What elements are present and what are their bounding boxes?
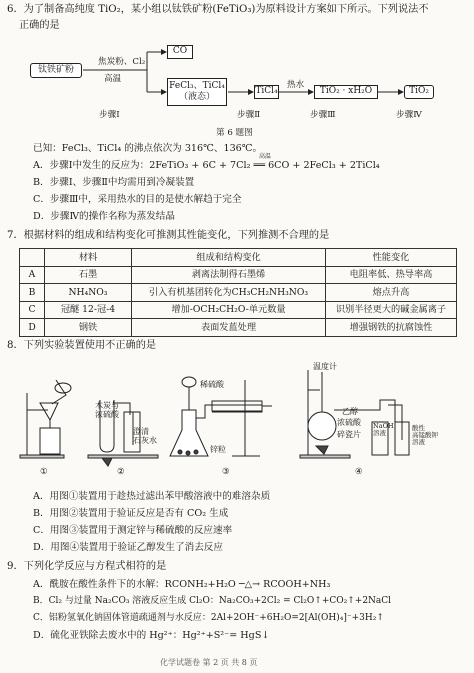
label-dil-acid: 稀硫酸	[200, 380, 224, 389]
flow-step1: 步骤Ⅰ	[99, 110, 120, 120]
q7-cell: 识别半径更大的碱金属离子	[326, 301, 457, 319]
q7-cell: 表面发蓝处理	[132, 319, 326, 337]
q7-cell: 熔点升高	[326, 284, 457, 302]
q8-option-a: A．用图①装置用于趁热过滤出苯甲酸溶液中的难溶杂质	[33, 491, 271, 502]
q6-option-c: C．步骤Ⅲ中，采用热水的目的是使水解趋于完全	[33, 194, 242, 205]
q6-option-a: A．步骤Ⅰ中发生的反应为：2FeTiO₃ + 6C + 7Cl₂ ══ 6CO + 2FeCl₃ + 2TiCl₄	[33, 160, 380, 171]
q7-cell: 钢铁	[45, 319, 132, 337]
q7-cell: 电阻率低、热导率高	[326, 266, 457, 284]
q9-option-a: A．酰胺在酸性条件下的水解：RCONH₂+H₂O ─△→ RCOOH+NH₃	[33, 579, 331, 590]
q6-option-b: B．步骤Ⅰ、步骤Ⅱ中均需用到冷凝装置	[33, 177, 195, 188]
q7-cell: 冠醚 12-冠-4	[45, 301, 132, 319]
apparatus-1-filtration	[20, 380, 71, 458]
label-zinc: 锌粒	[210, 445, 226, 454]
figure-number-1: ①	[40, 467, 48, 477]
q7-stem: 7．根据材料的组成和结构变化可推测其性能变化，下列推测不合理的是	[7, 230, 330, 241]
q8-option-c: C．用图③装置用于测定锌与稀硫酸的反应速率	[33, 525, 233, 536]
q6-option-d: D．步骤Ⅳ的操作名称为蒸发结晶	[33, 211, 175, 222]
q7-header-cell: 材料	[45, 249, 132, 267]
label-wood-conc-acid: 木炭与 浓硫酸	[95, 401, 119, 419]
q7-cell: 引入有机基团转化为CH₃CH₂NH₃NO₃	[132, 284, 326, 302]
flow-start-label: 钛铁矿粉	[37, 64, 74, 75]
q7-cell: D	[20, 319, 45, 337]
q8-option-b: B．用图②装置用于验证反应是否有 CO₂ 生成	[33, 508, 229, 519]
q7-cell: 剥离法制得石墨烯	[132, 266, 326, 284]
q7-header-cell: 性能变化	[326, 249, 457, 267]
flow-hot-water: 热水	[287, 80, 305, 90]
figure-number-4: ④	[355, 467, 363, 477]
q7-cell: 增强钢铁的抗腐蚀性	[326, 319, 457, 337]
q9-stem: 9．下列化学反应与方程式相符的是	[7, 561, 167, 572]
flow-condition: 高温	[104, 74, 122, 84]
q6-stem-line2: 正确的是	[19, 20, 60, 31]
figure-number-3: ③	[222, 467, 230, 477]
q7-cell: 增加-OCH₂CH₂O-单元数量	[132, 301, 326, 319]
q9-option-b: B．Cl₂ 与过量 Na₂CO₃ 溶液反应生成 Cl₂O：Na₂CO₃+2Cl₂ = Cl₂O↑+CO₂↑+2NaCl	[33, 596, 392, 606]
flow-mixture-line2: （液态）	[178, 92, 215, 102]
q9-option-d: D．硫化亚铁除去废水中的 Hg²⁺：Hg²⁺+S²⁻= HgS↓	[33, 630, 270, 641]
q7-header-cell: 组成和结构变化	[132, 249, 326, 267]
flow-mixture-line1: FeCl₃、TiCl₄	[169, 81, 225, 92]
q7-cell: C	[20, 301, 45, 319]
flow-co-label: CO	[172, 46, 188, 57]
figure-number-2: ②	[117, 467, 125, 477]
flow-ticl4-label: TiCl₄	[255, 86, 278, 97]
q7-cell: 石墨	[45, 266, 132, 284]
flow-step2: 步骤Ⅱ	[237, 110, 261, 120]
q6-reaction-condition: 高温	[259, 153, 272, 160]
label-broken-porcelain: 碎瓷片	[337, 430, 361, 439]
q8-option-d: D．用图④装置用于验证乙醇发生了消去反应	[33, 542, 223, 553]
label-limewater: 澄清 石灰水	[133, 427, 157, 445]
q7-cell: B	[20, 284, 45, 302]
flow-step4: 步骤Ⅳ	[396, 110, 422, 120]
q7-cell: A	[20, 266, 45, 284]
flow-hydrate-label: TiO₂ · xH₂O	[319, 86, 373, 97]
label-ethanol: 乙醇	[342, 407, 358, 416]
label-kmno4: 酸性 高锰酸钾 溶液	[412, 424, 438, 447]
label-thermometer: 温度计	[313, 362, 337, 371]
label-conc-acid: 浓硫酸	[337, 418, 361, 427]
q6-known: 已知：FeCl₃、TiCl₄ 的沸点依次为 316℃、136℃。	[33, 143, 263, 154]
flow-figure-caption: 第 6 题图	[216, 128, 253, 138]
label-naoh: NaOH 溶液	[373, 422, 394, 438]
flow-tio2-label: TiO₂	[409, 86, 429, 97]
flow-step3: 步骤Ⅲ	[310, 110, 336, 120]
q8-stem: 8．下列实验装置使用不正确的是	[7, 340, 157, 351]
q7-cell: NH₄NO₃	[45, 284, 132, 302]
page-footer: 化学试题卷 第 2 页 共 8 页	[160, 658, 258, 667]
flow-reagents: 焦炭粉、Cl₂	[98, 57, 146, 67]
q9-option-c: C．铝粉氢氧化钠固体管道疏通剂与水反应：2Al+2OH⁻+6H₂O=2[Al(OH)₄]⁻+3H₂↑	[33, 613, 384, 623]
q6-stem-line1: 6．为了制备高纯度 TiO₂，某小组以钛铁矿粉(FeTiO₃)为原料设计方案如下所示。下列说法不	[7, 4, 429, 15]
